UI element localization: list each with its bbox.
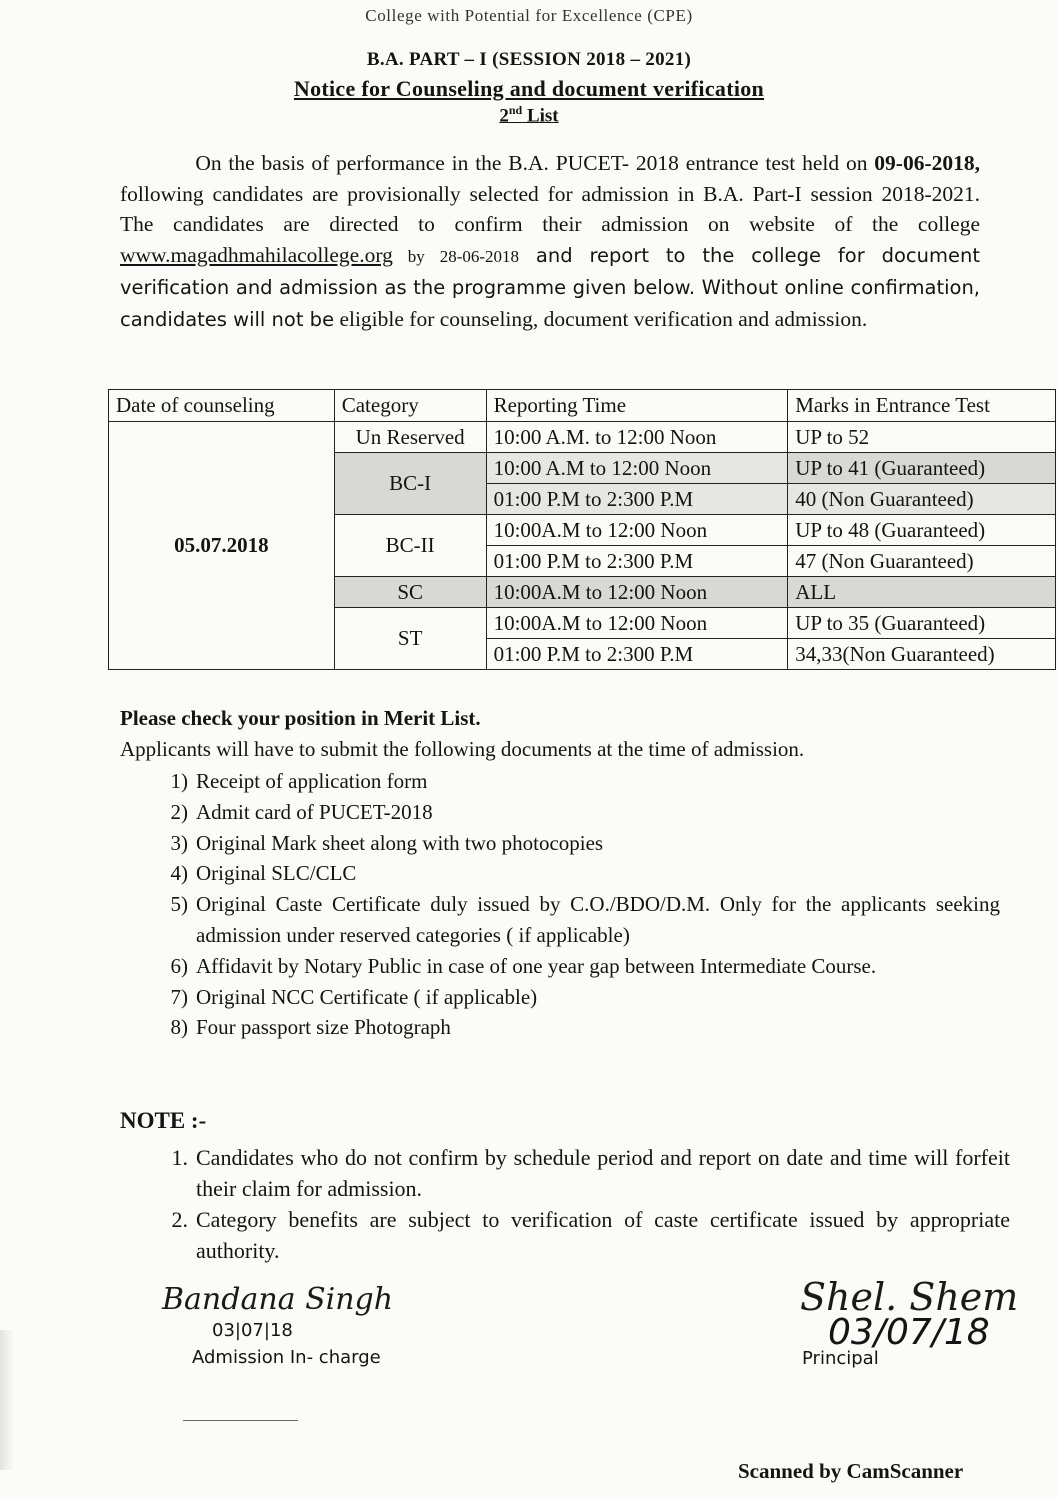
list-number: 2 bbox=[499, 105, 509, 127]
item-number: 1) bbox=[170, 769, 188, 793]
list-item bbox=[140, 1012, 1000, 1043]
reporting-time-cell: 01:00 P.M to 2:300 P.M bbox=[486, 484, 788, 515]
list-word: List bbox=[522, 105, 559, 127]
category-cell: Un Reserved bbox=[334, 422, 486, 453]
item-text: Admit card of PUCET-2018 bbox=[196, 799, 433, 824]
reporting-time-cell: 10:00A.M to 12:00 Noon bbox=[486, 577, 788, 608]
marks-cell: ALL bbox=[788, 577, 1056, 608]
list-label bbox=[0, 103, 1058, 127]
session-heading: B.A. PART – I (SESSION 2018 – 2021) bbox=[366, 49, 692, 70]
counseling-schedule-table bbox=[108, 389, 1056, 670]
marks-cell: UP to 35 (Guaranteed) bbox=[788, 608, 1056, 639]
intro-text-3: and report to the college for document verification and admission as the programme given below. Without online confirmation, candidates will not be bbox=[120, 243, 980, 331]
list-item bbox=[140, 889, 1000, 951]
header-category: Category bbox=[334, 390, 486, 422]
header-marks: Marks in Entrance Test bbox=[788, 390, 1056, 422]
reporting-time-cell: 10:00A.M to 12:00 Noon bbox=[486, 608, 788, 639]
scanner-watermark: Scanned by CamScanner bbox=[738, 1459, 964, 1483]
college-tagline: College with Potential for Excellence (CPE) bbox=[365, 6, 693, 25]
list-item bbox=[140, 858, 1000, 889]
category-cell: ST bbox=[334, 608, 486, 670]
list-ordinal-suffix: nd bbox=[508, 103, 523, 117]
counseling-date: 05.07.2018 bbox=[109, 422, 335, 670]
intro-text-1: On the basis of performance in the B.A. PUCET- 2018 entrance test held on bbox=[195, 151, 875, 175]
notice-title: Notice for Counseling and document verification bbox=[293, 76, 765, 101]
marks-cell: UP to 48 (Guaranteed) bbox=[788, 515, 1056, 546]
notes-list bbox=[140, 1142, 1010, 1266]
item-number: 6) bbox=[170, 953, 188, 978]
confirmation-deadline: by 28-06-2018 bbox=[392, 246, 520, 266]
item-text: Affidavit by Notary Public in case of one year gap between Intermediate Course. bbox=[196, 953, 877, 978]
note-heading: NOTE :- bbox=[120, 1108, 207, 1133]
reporting-time-cell: 01:00 P.M to 2:300 P.M bbox=[486, 546, 788, 577]
list-item bbox=[140, 1204, 1010, 1266]
item-text: Candidates who do not confirm by schedule period and report on date and time will forfeit their claim for admission. bbox=[196, 1145, 1010, 1201]
list-item bbox=[140, 828, 1000, 859]
item-text: Original Caste Certificate duly issued by C.O./BDO/D.M. Only for the applicants seeking admission under reserved categories ( if applicable) bbox=[196, 892, 1000, 947]
list-item bbox=[140, 766, 1000, 797]
item-text: Original SLC/CLC bbox=[196, 861, 357, 886]
table-row bbox=[109, 422, 1056, 453]
reporting-time-cell: 10:00 A.M. to 12:00 Noon bbox=[486, 422, 788, 453]
test-date: 09-06-2018, bbox=[874, 151, 980, 175]
marks-cell: 40 (Non Guaranteed) bbox=[788, 484, 1056, 515]
item-number: 2) bbox=[170, 799, 188, 824]
category-cell: BC-II bbox=[334, 515, 486, 577]
merit-list-heading: Please check your position in Merit List. bbox=[120, 706, 481, 730]
scan-edge-shadow bbox=[0, 1330, 14, 1470]
principal-signature: Shel. Shem bbox=[800, 1275, 1019, 1319]
item-number: 7) bbox=[170, 984, 188, 1009]
header-reporting-time: Reporting Time bbox=[486, 390, 788, 422]
marks-cell: UP to 41 (Guaranteed) bbox=[788, 453, 1056, 484]
intro-text-4: eligible for counseling, document verification and admission. bbox=[334, 306, 868, 331]
marks-cell: UP to 52 bbox=[788, 422, 1056, 453]
item-text: Four passport size Photograph bbox=[196, 1015, 451, 1040]
item-number: 3) bbox=[170, 830, 188, 855]
list-item bbox=[140, 982, 1000, 1013]
college-website-link[interactable]: www.magadhmahilacollege.org bbox=[120, 242, 393, 267]
marks-cell: 47 (Non Guaranteed) bbox=[788, 546, 1056, 577]
documents-intro: Applicants will have to submit the following documents at the time of admission. bbox=[120, 737, 805, 761]
item-number: 4) bbox=[170, 861, 188, 886]
admission-incharge-signature: Bandana Singh bbox=[162, 1282, 394, 1317]
intro-text-2: following candidates are provisionally selected for admission in B.A. Part-I session 2018-2021. The candidates are directed to confirm their admission on website of the college bbox=[120, 181, 980, 236]
reporting-time-cell: 10:00A.M to 12:00 Noon bbox=[486, 515, 788, 546]
item-text: Original Mark sheet along with two photocopies bbox=[196, 830, 604, 855]
table-header-row bbox=[109, 390, 1056, 422]
item-number: 1. bbox=[171, 1145, 188, 1170]
admission-incharge-date: 03|07|18 bbox=[212, 1320, 293, 1341]
item-text: Category benefits are subject to verification of caste certificate issued by appropriate authority. bbox=[196, 1207, 1010, 1263]
item-text: Original NCC Certificate ( if applicable) bbox=[196, 984, 538, 1009]
item-number: 8) bbox=[170, 1015, 188, 1040]
list-item bbox=[140, 797, 1000, 828]
item-number: 5) bbox=[170, 892, 188, 917]
reporting-time-cell: 10:00 A.M to 12:00 Noon bbox=[486, 453, 788, 484]
marks-cell: 34,33(Non Guaranteed) bbox=[788, 639, 1056, 670]
list-item bbox=[140, 1142, 1010, 1204]
category-cell: BC-I bbox=[334, 453, 486, 515]
item-text: Receipt of application form bbox=[196, 769, 428, 793]
intro-paragraph bbox=[120, 148, 980, 335]
documents-list bbox=[140, 766, 1000, 1043]
item-number: 2. bbox=[171, 1207, 188, 1232]
principal-title: Principal bbox=[802, 1348, 879, 1369]
reporting-time-cell: 01:00 P.M to 2:300 P.M bbox=[486, 639, 788, 670]
category-cell: SC bbox=[334, 577, 486, 608]
admission-incharge-title: Admission In- charge bbox=[192, 1347, 381, 1368]
principal-date: 03/07/18 bbox=[828, 1312, 990, 1353]
footer-divider bbox=[183, 1420, 298, 1421]
list-item bbox=[140, 951, 1000, 982]
header-date: Date of counseling bbox=[109, 390, 335, 422]
